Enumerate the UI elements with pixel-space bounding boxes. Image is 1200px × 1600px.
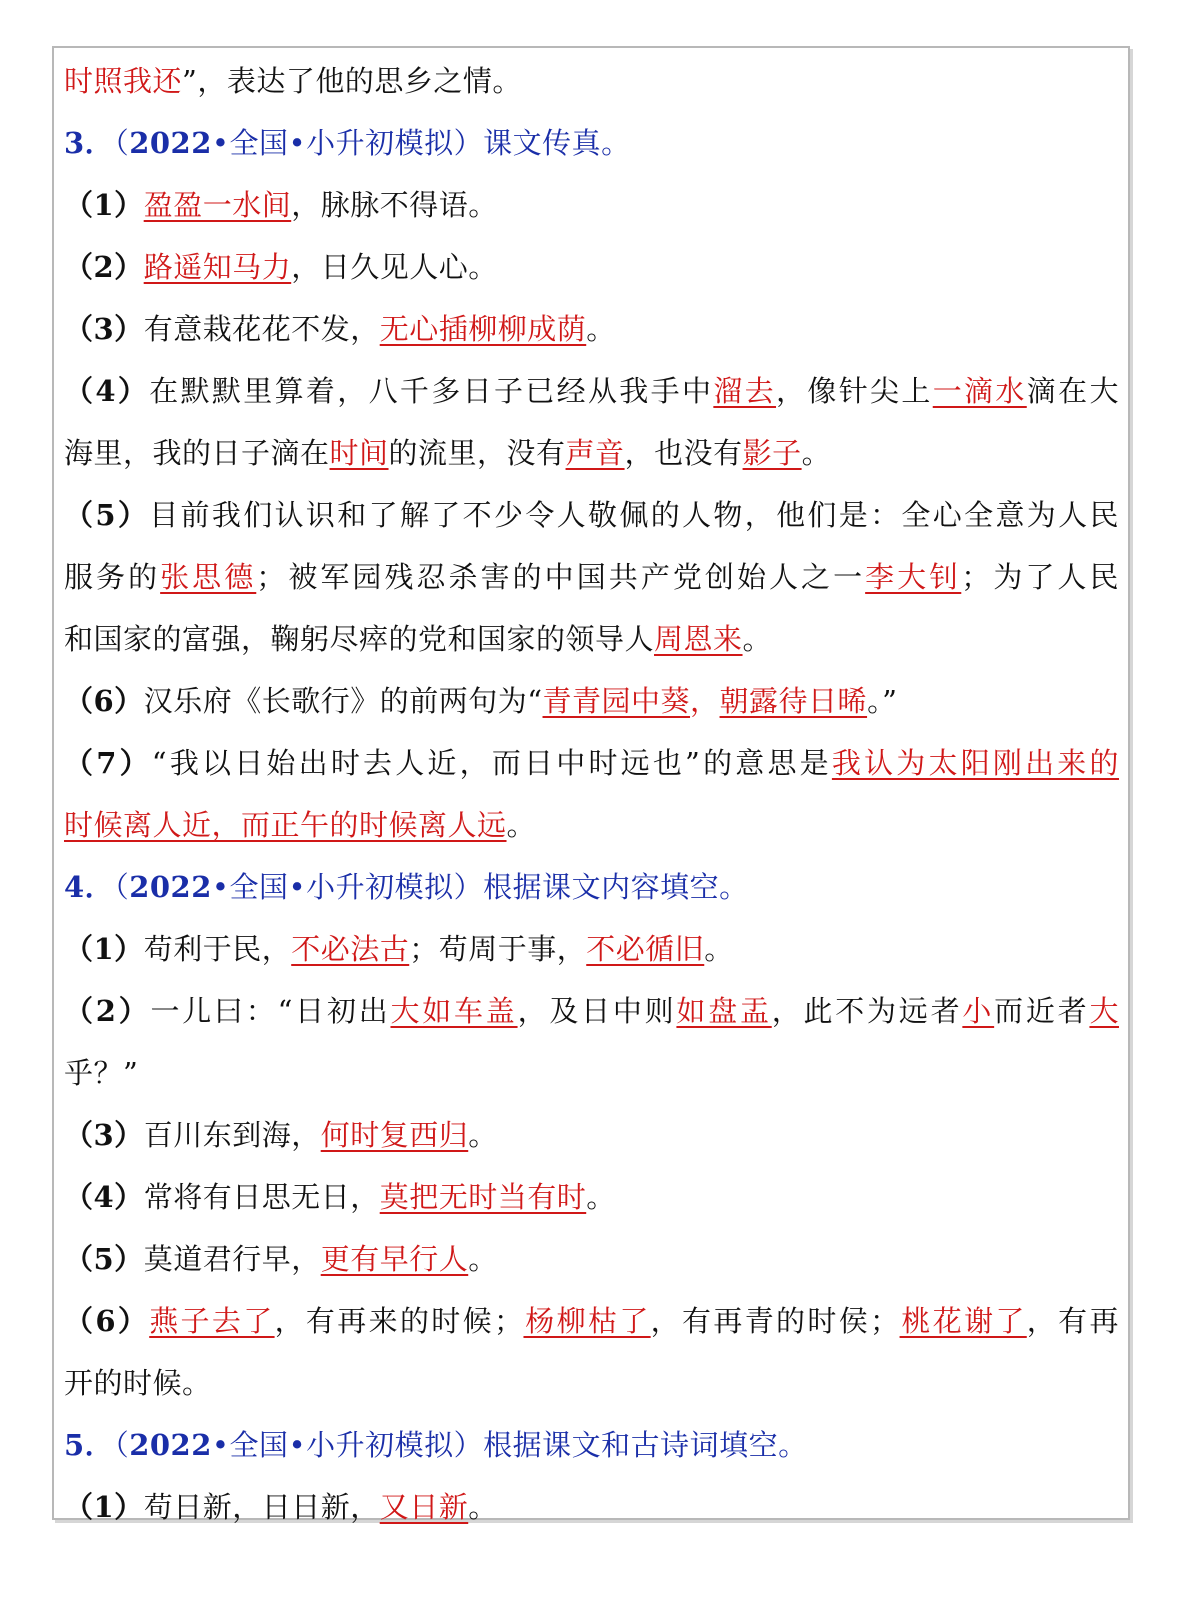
text-segment: ；被军园残忍杀害的中国共产党创始人之一 [256, 560, 866, 594]
text-line [64, 1166, 1119, 1228]
text-segment: （2） [64, 994, 151, 1028]
text-line [64, 670, 1119, 732]
text-segment: 海里，我的日子滴在 [64, 436, 330, 470]
answer-text: 青青园中葵 [542, 684, 691, 718]
question-heading-text: •全国•小升初模拟）根据课文和古诗词填空。 [211, 1428, 808, 1462]
answer-text: 莫把无时当有时 [379, 1180, 587, 1214]
text-segment: 。 [468, 1118, 498, 1152]
text-line [64, 856, 1119, 918]
text-segment: 的流里，没有 [388, 436, 566, 470]
answer-text: 不必循旧 [586, 932, 705, 966]
text-line [64, 732, 1119, 794]
answer-text: 溜去 [713, 374, 777, 408]
text-segment: 时照我还 [64, 64, 183, 98]
answer-text: 一滴水 [932, 374, 1027, 408]
question-heading-text: （ [114, 1428, 130, 1462]
question-heading-text: 4． [64, 870, 115, 904]
question-heading-text: 2022 [129, 126, 212, 160]
answer-text: 我认为太阳刚出来的 [831, 746, 1120, 780]
answer-text: 又日新 [379, 1490, 469, 1524]
text-segment: 。 [704, 932, 734, 966]
text-segment: ；为了人民 [961, 560, 1119, 594]
text-line [64, 484, 1119, 546]
text-segment: （6） [64, 684, 144, 718]
text-segment: （2） [64, 250, 144, 284]
answer-text: 朝露待日晞 [719, 684, 868, 718]
answer-text: 时间 [329, 436, 389, 470]
question-heading-text: 5． [64, 1428, 115, 1462]
answer-text: 燕子去了 [149, 1304, 275, 1338]
text-segment: 。 [468, 1490, 498, 1524]
text-line [64, 1290, 1119, 1352]
answer-text: 时候离人近，而正午的时候离人远 [64, 808, 507, 842]
question-heading-text: （ [114, 126, 130, 160]
text-segment: （1） [64, 1490, 144, 1524]
text-segment: 。 [742, 622, 773, 656]
text-segment: ，日久见人心。 [291, 250, 498, 284]
text-segment: （4） [64, 374, 150, 408]
text-segment: 滴在大 [1026, 374, 1119, 408]
question-heading-text: 2022 [129, 870, 212, 904]
text-segment: 开的时候。 [64, 1366, 212, 1400]
text-line [64, 794, 1119, 856]
text-segment: 。 [586, 312, 616, 346]
text-segment: ， [690, 684, 720, 718]
text-line [64, 298, 1119, 360]
text-segment: ，有再 [1026, 1304, 1119, 1338]
answer-text: 桃花谢了 [899, 1304, 1027, 1338]
answer-text: 更有早行人 [320, 1242, 469, 1276]
text-segment: ，有再来的时候； [274, 1304, 524, 1338]
text-line [64, 608, 1119, 670]
text-line [64, 174, 1119, 236]
text-line [64, 1352, 1119, 1414]
text-segment: 。 [506, 808, 537, 842]
text-segment: 服务的 [64, 560, 161, 594]
text-segment: （1） [64, 932, 144, 966]
answer-text: 大如车盖 [390, 994, 518, 1028]
answer-text: 小 [962, 994, 995, 1028]
text-line [64, 1228, 1119, 1290]
text-segment: 百川东到海， [143, 1118, 321, 1152]
text-segment: ，像针尖上 [776, 374, 933, 408]
text-segment: 而近者 [994, 994, 1090, 1028]
answer-text: 盈盈一水间 [143, 188, 292, 222]
text-line [64, 112, 1119, 174]
answer-text: 如盘盂 [676, 994, 772, 1028]
text-segment: 苟利于民， [143, 932, 292, 966]
text-segment: ；苟周于事， [409, 932, 587, 966]
text-line [64, 50, 1119, 112]
text-segment: （3） [64, 312, 144, 346]
text-segment: ”，表达了他的思乡之情。 [182, 64, 522, 98]
answer-text: 杨柳枯了 [523, 1304, 651, 1338]
text-line [64, 1476, 1119, 1538]
answer-text: 何时复西归 [320, 1118, 469, 1152]
text-line [64, 236, 1119, 298]
answer-text: 无心插柳柳成荫 [379, 312, 587, 346]
text-line [64, 1042, 1119, 1104]
text-segment: ，及日中则 [517, 994, 677, 1028]
text-segment: 。 [586, 1180, 616, 1214]
text-segment: （1） [64, 188, 144, 222]
text-segment: ，脉脉不得语。 [291, 188, 498, 222]
text-segment: 一儿曰：“日初出 [150, 994, 391, 1028]
answer-text: 不必法古 [291, 932, 410, 966]
text-segment: 。” [867, 684, 898, 718]
text-segment: 目前我们认识和了解了不少令人敬佩的人物，他们是：全心全意为人民 [149, 498, 1119, 532]
text-segment: 乎？” [64, 1056, 139, 1090]
question-heading-text: •全国•小升初模拟）根据课文内容填空。 [211, 870, 749, 904]
answer-text: 李大钊 [865, 560, 962, 594]
question-heading-text: 2022 [129, 1428, 212, 1462]
answer-text: 声音 [565, 436, 625, 470]
answer-text: 张思德 [160, 560, 257, 594]
text-segment: 。 [801, 436, 832, 470]
answer-text: 周恩来 [654, 622, 743, 656]
text-line [64, 1104, 1119, 1166]
text-segment: 苟日新，日日新， [143, 1490, 380, 1524]
text-segment: （7） [64, 746, 152, 780]
text-segment: 莫道君行早， [143, 1242, 321, 1276]
text-segment: ，有再青的时侯； [650, 1304, 900, 1338]
text-line [64, 918, 1119, 980]
text-segment: （5） [64, 498, 150, 532]
text-segment: ，此不为远者 [771, 994, 963, 1028]
text-segment: （3） [64, 1118, 144, 1152]
text-segment: “我以日始出时去人近，而日中时远也”的意思是 [151, 746, 832, 780]
text-segment: 在默默里算着，八千多日子已经从我手中 [149, 374, 714, 408]
text-segment: 汉乐府《长歌行》的前两句为“ [143, 684, 543, 718]
text-segment: ，也没有 [624, 436, 743, 470]
text-line [64, 422, 1119, 484]
text-segment: 有意栽花花不发， [143, 312, 380, 346]
text-segment: （6） [64, 1304, 150, 1338]
question-heading-text: 3． [64, 126, 115, 160]
answer-text: 路遥知马力 [143, 250, 292, 284]
text-segment: 常将有日思无日， [143, 1180, 380, 1214]
answer-text: 影子 [742, 436, 802, 470]
text-line [64, 980, 1119, 1042]
question-heading-text: •全国•小升初模拟）课文传真。 [211, 126, 631, 160]
text-segment: 和国家的富强，鞠躬尽瘁的党和国家的领导人 [64, 622, 655, 656]
text-segment: 。 [468, 1242, 498, 1276]
text-segment: （5） [64, 1242, 144, 1276]
question-heading-text: （ [114, 870, 130, 904]
worksheet-content [64, 50, 1119, 1538]
text-line [64, 360, 1119, 422]
text-line [64, 546, 1119, 608]
text-segment: （4） [64, 1180, 144, 1214]
answer-text: 大 [1089, 994, 1119, 1028]
text-line [64, 1414, 1119, 1476]
